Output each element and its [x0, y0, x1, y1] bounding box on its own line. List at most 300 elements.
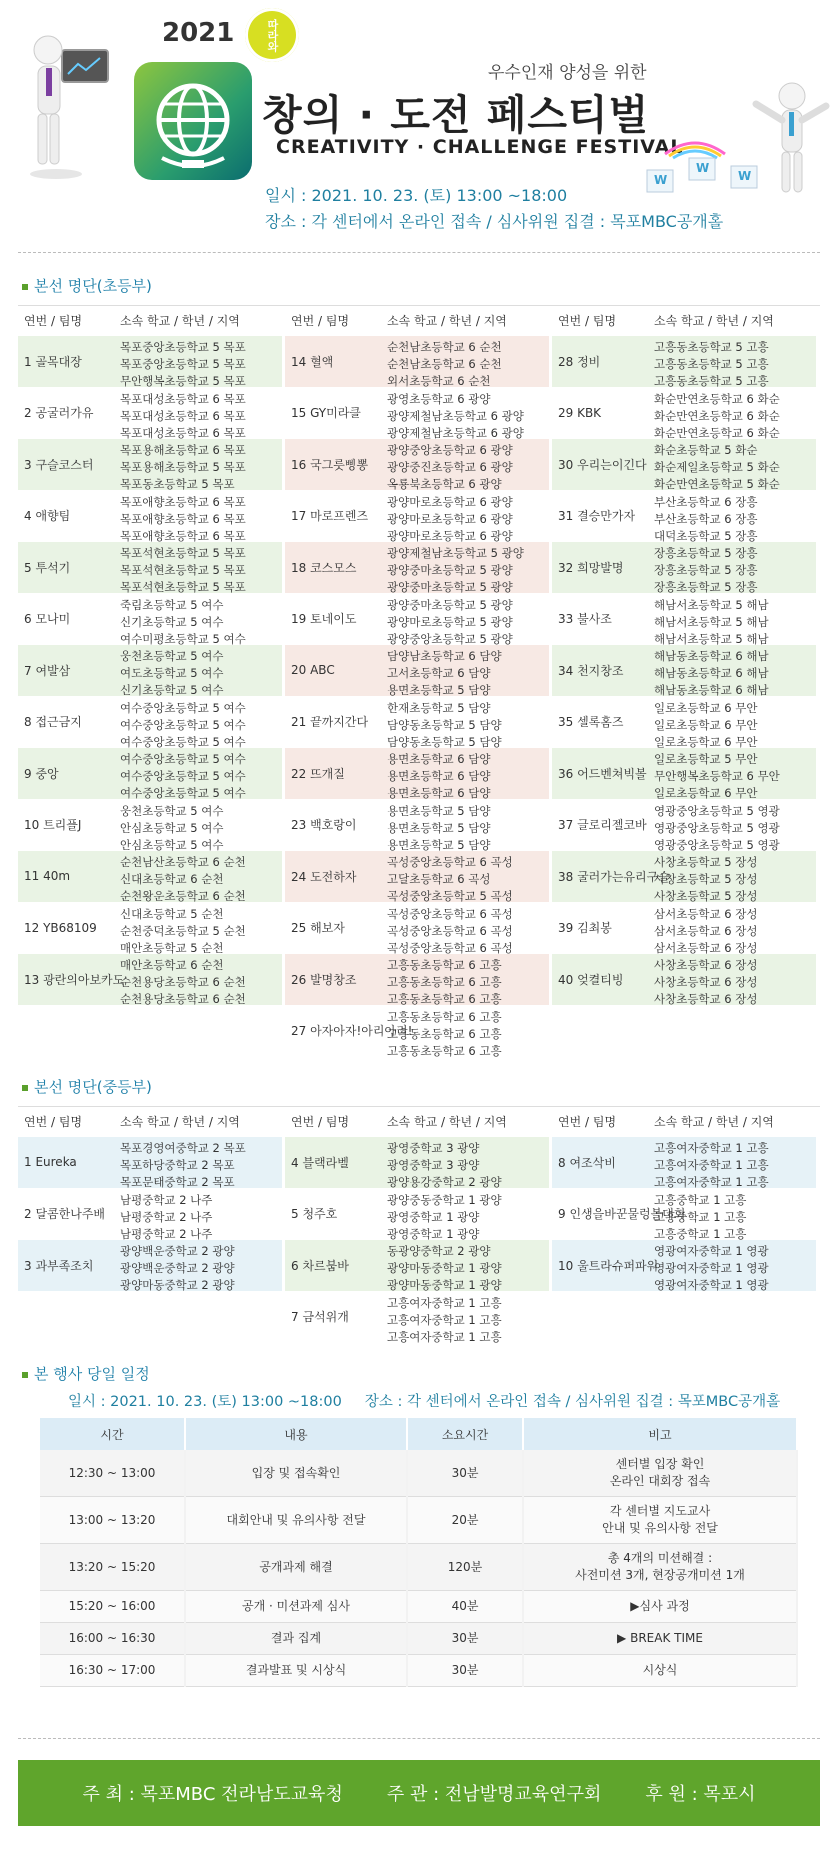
- school-line: 고흥중학교 1 고흥: [654, 1192, 747, 1207]
- school-line: 남평중학교 2 나주: [120, 1209, 213, 1224]
- school-line: 해남동초등학교 6 해남: [654, 683, 769, 697]
- team-schools: [120, 339, 246, 390]
- school-line: 고흥동초등학교 5 고흥: [654, 374, 769, 388]
- team-schools: [120, 803, 224, 854]
- school-line: 신기초등학교 5 여수: [120, 683, 224, 697]
- school-line: 목포하당중학교 2 목포: [120, 1158, 235, 1172]
- school-line: 담양남초등학교 6 담양: [387, 649, 502, 663]
- mascot-with-monitor-illustration: [28, 28, 128, 188]
- team-row: [285, 388, 549, 439]
- team-schools: [120, 1243, 235, 1294]
- team-schools: [654, 1243, 769, 1294]
- team-row: [18, 388, 282, 439]
- divider: [18, 252, 820, 253]
- column-header-school: 소속 학교 / 학년 / 지역: [387, 1115, 507, 1129]
- header-time: 시간: [40, 1418, 185, 1450]
- team-row: [285, 954, 549, 1005]
- column-header-team: 연번 / 팀명: [558, 1115, 617, 1129]
- team-row: [18, 903, 282, 954]
- column-header-school: 소속 학교 / 학년 / 지역: [654, 1115, 774, 1129]
- team-name: 26 발명창조: [291, 972, 357, 987]
- school-line: 광양중마초등학교 5 광양: [387, 580, 513, 594]
- team-schools: [654, 442, 780, 493]
- schedule-table: [40, 1418, 798, 1687]
- school-line: 광양중동중학교 1 광양: [387, 1192, 502, 1207]
- team-name: 29 KBK: [558, 405, 602, 420]
- team-row: [18, 697, 282, 748]
- school-line: 목포애향초등학교 6 목포: [120, 494, 246, 509]
- school-line: 광양중마초등학교 5 광양: [387, 597, 513, 612]
- school-line: 광양마로초등학교 6 광양: [387, 511, 513, 526]
- team-schools: [120, 1140, 246, 1191]
- school-line: 순천중덕초등학교 5 순천: [120, 923, 246, 938]
- school-line: 고흥동초등학교 6 고흥: [387, 992, 502, 1006]
- school-line: 목포애향초등학교 6 목포: [120, 528, 246, 543]
- school-line: 광양백운중학교 2 광양: [120, 1261, 235, 1275]
- school-line: 해남서초등학교 5 해남: [654, 597, 769, 612]
- team-row: [18, 800, 282, 851]
- team-name: 23 백호랑이: [291, 818, 357, 833]
- team-schools: [654, 906, 758, 957]
- team-row: [285, 903, 549, 954]
- schedule-note: [523, 1450, 797, 1497]
- team-schools: [654, 700, 758, 751]
- team-name: 32 희망발명: [558, 560, 624, 575]
- schedule-content: 결과 집계: [185, 1623, 407, 1655]
- team-schools: [120, 751, 246, 802]
- team-schools: [120, 906, 246, 957]
- school-line: 고흥여자중학교 1 고흥: [387, 1329, 502, 1344]
- school-line: 부산초등학교 6 장흥: [654, 511, 758, 526]
- footer-sponsors: [18, 1760, 820, 1826]
- team-schools: [654, 648, 769, 699]
- header-note: 비고: [523, 1418, 797, 1450]
- school-line: 장흥초등학교 5 장흥: [654, 546, 758, 560]
- note-line: 사전미션 3개, 현장공개미션 1개: [575, 1568, 745, 1582]
- school-line: 목포중앙초등학교 5 목포: [120, 357, 246, 371]
- school-line: 한재초등학교 5 담양: [387, 700, 491, 715]
- team-schools: [387, 854, 513, 905]
- school-line: 삼서초등학교 6 장성: [654, 906, 758, 921]
- school-line: 광양마로초등학교 6 광양: [387, 494, 513, 509]
- team-row: [18, 748, 282, 799]
- school-line: 용면초등학교 5 담양: [387, 803, 491, 818]
- school-line: 여수중앙초등학교 5 여수: [120, 700, 246, 715]
- team-name: 7 금석위개: [291, 1310, 349, 1325]
- divider: [18, 1106, 820, 1107]
- team-row: [285, 491, 549, 542]
- team-name: 30 우리는이긴다: [558, 457, 647, 472]
- team-row: [285, 1189, 549, 1240]
- www-letter-2: W: [696, 161, 710, 175]
- team-schools: [387, 906, 513, 957]
- note-line: ▶심사 과정: [630, 1599, 690, 1613]
- team-row: [552, 439, 816, 490]
- team-schools: [387, 957, 502, 1008]
- school-line: 용면초등학교 6 담양: [387, 752, 491, 766]
- column-header-team: 연번 / 팀명: [291, 1115, 350, 1129]
- team-name: 21 끝까지간다: [291, 715, 369, 730]
- school-line: 여수중앙초등학교 5 여수: [120, 769, 246, 783]
- school-line: 광영중학교 3 광양: [387, 1141, 480, 1155]
- school-line: 고흥동초등학교 6 고흥: [387, 1009, 502, 1024]
- school-line: 여수중앙초등학교 5 여수: [120, 752, 246, 766]
- schedule-duration: 40분: [407, 1591, 523, 1623]
- team-name: 7 여발삼: [24, 663, 71, 678]
- team-schools: [654, 957, 758, 1008]
- team-row: [18, 491, 282, 542]
- school-line: 광양마동중학교 1 광양: [387, 1278, 502, 1292]
- team-row: [18, 851, 282, 902]
- team-name: 40 엊켤티빙: [558, 972, 624, 987]
- schedule-duration: 20분: [407, 1497, 523, 1544]
- team-name: 9 중앙: [24, 766, 59, 781]
- note-line: 총 4개의 미션해결 :: [607, 1551, 713, 1565]
- team-row: [18, 336, 282, 387]
- school-line: 영광중앙초등학교 5 영광: [654, 837, 780, 852]
- team-row: [18, 954, 282, 1005]
- school-line: 곡성중앙초등학교 6 곡성: [387, 855, 513, 869]
- school-line: 매안초등학교 6 순천: [120, 958, 224, 972]
- school-line: 용면초등학교 5 담양: [387, 837, 491, 852]
- team-schools: [387, 1243, 502, 1294]
- team-schools: [654, 339, 769, 390]
- schedule-row: [40, 1591, 797, 1623]
- team-row: [18, 1189, 282, 1240]
- team-schools: [387, 1192, 502, 1243]
- school-line: 사창초등학교 5 장성: [654, 889, 758, 903]
- team-schools: [120, 442, 246, 493]
- school-line: 웅천초등학교 5 여수: [120, 803, 224, 818]
- school-line: 사창초등학교 5 장성: [654, 872, 758, 886]
- school-line: 목포석현초등학교 5 목포: [120, 563, 246, 577]
- school-line: 용면초등학교 5 담양: [387, 820, 491, 835]
- mascot-waving-illustration: [750, 80, 830, 200]
- school-line: 고흥여자중학교 1 고흥: [387, 1295, 502, 1310]
- school-line: 화순만연초등학교 6 화순: [654, 425, 780, 440]
- school-line: 고흥중학교 1 고흥: [654, 1209, 747, 1224]
- team-row: [552, 800, 816, 851]
- schedule-row: [40, 1544, 797, 1591]
- school-line: 곡성중앙초등학교 5 곡성: [387, 889, 513, 903]
- note-line: 온라인 대회장 접속: [609, 1474, 711, 1488]
- school-line: 대덕초등학교 5 장흥: [654, 528, 758, 543]
- team-name: 5 청주호: [291, 1207, 338, 1222]
- team-schools: [120, 700, 246, 751]
- team-name: 35 셀록홈즈: [558, 715, 624, 730]
- schedule-section-title: [22, 1363, 150, 1384]
- school-line: 영광여자중학교 1 영광: [654, 1278, 769, 1292]
- school-line: 사창초등학교 6 장성: [654, 975, 758, 989]
- school-line: 목포애향초등학교 6 목포: [120, 511, 246, 526]
- school-line: 광양마로초등학교 6 광양: [387, 528, 513, 543]
- team-row: [285, 800, 549, 851]
- team-name: 8 접근금지: [24, 715, 82, 730]
- team-name: 4 애향팀: [24, 509, 71, 524]
- team-schools: [387, 700, 502, 751]
- school-line: 화순제일초등학교 5 화순: [654, 460, 780, 474]
- school-line: 해남서초등학교 5 해남: [654, 631, 769, 646]
- team-row: [552, 388, 816, 439]
- column-header-team: 연번 / 팀명: [558, 314, 617, 328]
- school-line: 고흥동초등학교 6 고흥: [387, 958, 502, 972]
- team-schools: [387, 494, 513, 545]
- school-line: 고흥여자중학교 1 고흥: [654, 1141, 769, 1155]
- school-line: 순천남산초등학교 6 순천: [120, 855, 246, 869]
- team-schools: [654, 545, 758, 596]
- school-line: 광영초등학교 6 광양: [387, 391, 491, 406]
- school-line: 광양중진초등학교 6 광양: [387, 460, 513, 474]
- team-name: 2 공굴러가유: [24, 406, 94, 421]
- schedule-header-row: [40, 1418, 797, 1450]
- column-header-school: 소속 학교 / 학년 / 지역: [654, 314, 774, 328]
- school-line: 광양제철남초등학교 6 광양: [387, 408, 524, 423]
- schedule-time: 16:30 ~ 17:00: [40, 1655, 185, 1687]
- schedule-duration: 30분: [407, 1655, 523, 1687]
- schedule-row: [40, 1497, 797, 1544]
- school-line: 용면초등학교 6 담양: [387, 786, 491, 800]
- team-name: 37 글로리젤코바: [558, 818, 647, 833]
- team-row: [285, 851, 549, 902]
- team-name: 10 트리플J: [24, 818, 82, 833]
- team-schools: [120, 1192, 212, 1243]
- elementary-title-text: 본선 명단(초등부): [34, 277, 152, 295]
- school-line: 신대초등학교 6 순천: [120, 872, 224, 886]
- school-line: 부산초등학교 6 장흥: [654, 494, 758, 509]
- school-line: 일로초등학교 5 무안: [654, 752, 758, 766]
- team-name: 12 YB68109: [24, 920, 97, 935]
- team-row: [18, 645, 282, 696]
- school-line: 용면초등학교 6 담양: [387, 769, 491, 783]
- team-name: 39 김최봉: [558, 921, 612, 936]
- follow-badge: 따라와: [245, 8, 299, 62]
- team-schools: [120, 494, 246, 545]
- schedule-row: [40, 1655, 797, 1687]
- team-name: 6 차르붐바: [291, 1258, 349, 1273]
- team-name: 20 ABC: [291, 663, 335, 678]
- team-schools: [120, 854, 246, 905]
- header-duration: 소요시간: [407, 1418, 523, 1450]
- school-line: 목포중앙초등학교 5 목포: [120, 340, 246, 354]
- team-schools: [387, 339, 502, 390]
- school-line: 장흥초등학교 5 장흥: [654, 580, 758, 594]
- team-name: 18 코스모스: [291, 560, 357, 575]
- column-header-team: 연번 / 팀명: [24, 314, 83, 328]
- school-line: 일로초등학교 6 무안: [654, 700, 758, 715]
- divider: [18, 305, 820, 306]
- schedule-note: [523, 1497, 797, 1544]
- school-line: 광양용강중학교 2 광양: [387, 1175, 502, 1189]
- school-line: 영광여자중학교 1 영광: [654, 1261, 769, 1275]
- school-line: 사창초등학교 6 장성: [654, 992, 758, 1006]
- school-line: 목포대성초등학교 6 목포: [120, 391, 246, 406]
- schedule-content: 입장 및 접속확인: [185, 1450, 407, 1497]
- team-schools: [387, 803, 491, 854]
- team-name: 36 어드벤쳐빅볼: [558, 766, 647, 781]
- team-row: [18, 594, 282, 645]
- team-name: 11 40m: [24, 869, 71, 884]
- school-line: 담양동초등학교 5 담양: [387, 717, 502, 732]
- school-line: 목포대성초등학교 6 목포: [120, 408, 246, 423]
- school-line: 광양마로초등학교 5 광양: [387, 614, 513, 629]
- team-row: [552, 748, 816, 799]
- school-line: 순천용당초등학교 6 순천: [120, 992, 246, 1006]
- team-row: [18, 1137, 282, 1188]
- school-line: 남평중학교 2 나주: [120, 1226, 213, 1241]
- schedule-content: 공개과제 해결: [185, 1544, 407, 1591]
- team-name: 9 인생을바꾼물렁볼대회: [558, 1207, 686, 1222]
- school-line: 순천남초등학교 6 순천: [387, 357, 502, 371]
- team-name: 17 마로프렌즈: [291, 509, 369, 524]
- school-line: 무안행복초등학교 6 무안: [654, 769, 780, 783]
- team-row: [552, 645, 816, 696]
- team-row: [18, 439, 282, 490]
- schedule-content: 결과발표 및 시상식: [185, 1655, 407, 1687]
- school-line: 광양중마초등학교 5 광양: [387, 563, 513, 577]
- schedule-time: 13:20 ~ 15:20: [40, 1544, 185, 1591]
- school-line: 여수중앙초등학교 5 여수: [120, 717, 246, 732]
- school-line: 고흥동초등학교 6 고흥: [387, 1026, 502, 1041]
- team-row: [285, 697, 549, 748]
- team-row: [285, 1006, 549, 1057]
- team-row: [552, 491, 816, 542]
- event-year: 2021: [162, 18, 235, 48]
- www-letter-3: W: [738, 169, 752, 183]
- team-schools: [654, 391, 780, 442]
- team-row: [285, 1292, 549, 1343]
- school-line: 목포동초등학교 5 목포: [120, 477, 235, 491]
- team-row: [552, 903, 816, 954]
- team-schools: [387, 442, 513, 493]
- team-schools: [654, 1192, 746, 1243]
- school-line: 화순만연초등학교 6 화순: [654, 408, 780, 423]
- team-name: 8 여조삭비: [558, 1155, 616, 1170]
- divider: [18, 1738, 820, 1739]
- school-line: 여수중앙초등학교 5 여수: [120, 786, 246, 800]
- festival-title-korean: 창의 · 도전 페스티벌: [262, 91, 650, 139]
- footer-sponsor: 후 원 : 목포시: [645, 1784, 756, 1805]
- team-schools: [120, 648, 224, 699]
- elementary-roster: [18, 312, 820, 1058]
- team-schools: [387, 751, 491, 802]
- schedule-duration: 30분: [407, 1450, 523, 1497]
- school-line: 고흥동초등학교 6 고흥: [387, 975, 502, 989]
- schedule-note: [523, 1623, 797, 1655]
- note-line: 각 센터별 지도교사: [609, 1504, 711, 1518]
- team-schools: [120, 597, 246, 648]
- header-subtitle: 우수인재 양성을 위한: [488, 63, 647, 83]
- middle-section-title: [22, 1076, 152, 1097]
- team-row: [285, 748, 549, 799]
- footer-host: 주 최 : 목포MBC 전라남도교육청: [82, 1784, 343, 1805]
- team-schools: [120, 545, 246, 596]
- event-date: 일시 : 2021. 10. 23. (토) 13:00 ~18:00: [265, 186, 568, 205]
- schedule-row: [40, 1450, 797, 1497]
- team-schools: [387, 545, 524, 596]
- team-row: [18, 542, 282, 593]
- team-schools: [387, 1009, 502, 1060]
- header-content: 내용: [185, 1418, 407, 1450]
- column-header-school: 소속 학교 / 학년 / 지역: [120, 314, 240, 328]
- team-schools: [120, 391, 246, 442]
- school-line: 신대초등학교 5 순천: [120, 906, 224, 921]
- school-line: 광양제철남초등학교 6 광양: [387, 425, 524, 440]
- school-line: 여수중앙초등학교 5 여수: [120, 734, 246, 749]
- team-row: [285, 439, 549, 490]
- team-row: [285, 594, 549, 645]
- schedule-duration: 30분: [407, 1623, 523, 1655]
- team-row: [552, 697, 816, 748]
- www-letter-1: W: [654, 173, 668, 187]
- schedule-content: 대회안내 및 유의사항 전달: [185, 1497, 407, 1544]
- school-line: 용면초등학교 5 담양: [387, 683, 491, 697]
- school-line: 목포경영여중학교 2 목포: [120, 1141, 246, 1155]
- column-header-team: 연번 / 팀명: [291, 314, 350, 328]
- note-line: 시상식: [642, 1663, 678, 1677]
- school-line: 화순만연초등학교 5 화순: [654, 477, 780, 491]
- team-name: 25 해보자: [291, 921, 345, 936]
- column-header-school: 소속 학교 / 학년 / 지역: [387, 314, 507, 328]
- team-row: [552, 542, 816, 593]
- team-row: [285, 1137, 549, 1188]
- column-header-team: 연번 / 팀명: [24, 1115, 83, 1129]
- school-line: 영광중앙초등학교 5 영광: [654, 803, 780, 818]
- team-row: [552, 1137, 816, 1188]
- school-line: 광양제철남초등학교 5 광양: [387, 546, 524, 560]
- school-line: 매안초등학교 5 순천: [120, 940, 224, 955]
- team-schools: [654, 854, 758, 905]
- school-line: 목포석현초등학교 5 목포: [120, 546, 246, 560]
- school-line: 목포용해초등학교 5 목포: [120, 460, 246, 474]
- event-place: 장소 : 각 센터에서 온라인 접속 / 심사위원 집결 : 목포MBC공개홀: [265, 212, 724, 231]
- school-line: 광영중학교 1 광양: [387, 1209, 480, 1224]
- schedule-time: 15:20 ~ 16:00: [40, 1591, 185, 1623]
- school-line: 죽림초등학교 5 여수: [120, 597, 224, 612]
- school-line: 외서초등학교 6 순천: [387, 374, 491, 388]
- schedule-duration: 120분: [407, 1544, 523, 1591]
- globe-logo-icon: [134, 62, 252, 180]
- team-name: 2 달콤한나주배: [24, 1207, 106, 1222]
- footer-organizer: 주 관 : 전남발명교육연구회: [386, 1784, 602, 1805]
- school-line: 고흥동초등학교 5 고흥: [654, 357, 769, 371]
- team-name: 33 불사조: [558, 612, 612, 627]
- team-row: [552, 954, 816, 1005]
- school-line: 사창초등학교 6 장성: [654, 958, 758, 972]
- school-line: 광양백운중학교 2 광양: [120, 1244, 235, 1258]
- team-name: 22 뜨개질: [291, 766, 345, 781]
- school-line: 광양중앙초등학교 5 광양: [387, 631, 513, 646]
- school-line: 안심초등학교 5 여수: [120, 837, 224, 852]
- team-name: 10 울트라슈퍼파워: [558, 1258, 659, 1273]
- school-line: 고흥중학교 1 고흥: [654, 1226, 747, 1241]
- schedule-title-text: 본 행사 당일 일정: [34, 1365, 150, 1383]
- team-schools: [654, 751, 780, 802]
- school-line: 웅천초등학교 5 여수: [120, 649, 224, 663]
- team-row: [285, 542, 549, 593]
- team-name: 15 GY미라클: [291, 406, 361, 421]
- middle-title-text: 본선 명단(중등부): [34, 1078, 152, 1096]
- schedule-time: 13:00 ~ 13:20: [40, 1497, 185, 1544]
- school-line: 삼서초등학교 6 장성: [654, 923, 758, 938]
- team-name: 14 혈액: [291, 354, 334, 369]
- school-line: 안심초등학교 5 여수: [120, 820, 224, 835]
- school-line: 목포석현초등학교 5 목포: [120, 580, 246, 594]
- school-line: 담양동초등학교 5 담양: [387, 734, 502, 749]
- school-line: 곡성중앙초등학교 6 곡성: [387, 906, 513, 921]
- school-line: 화순초등학교 5 화순: [654, 443, 758, 457]
- school-line: 일로초등학교 6 무안: [654, 786, 758, 800]
- school-line: 목포대성초등학교 6 목포: [120, 425, 246, 440]
